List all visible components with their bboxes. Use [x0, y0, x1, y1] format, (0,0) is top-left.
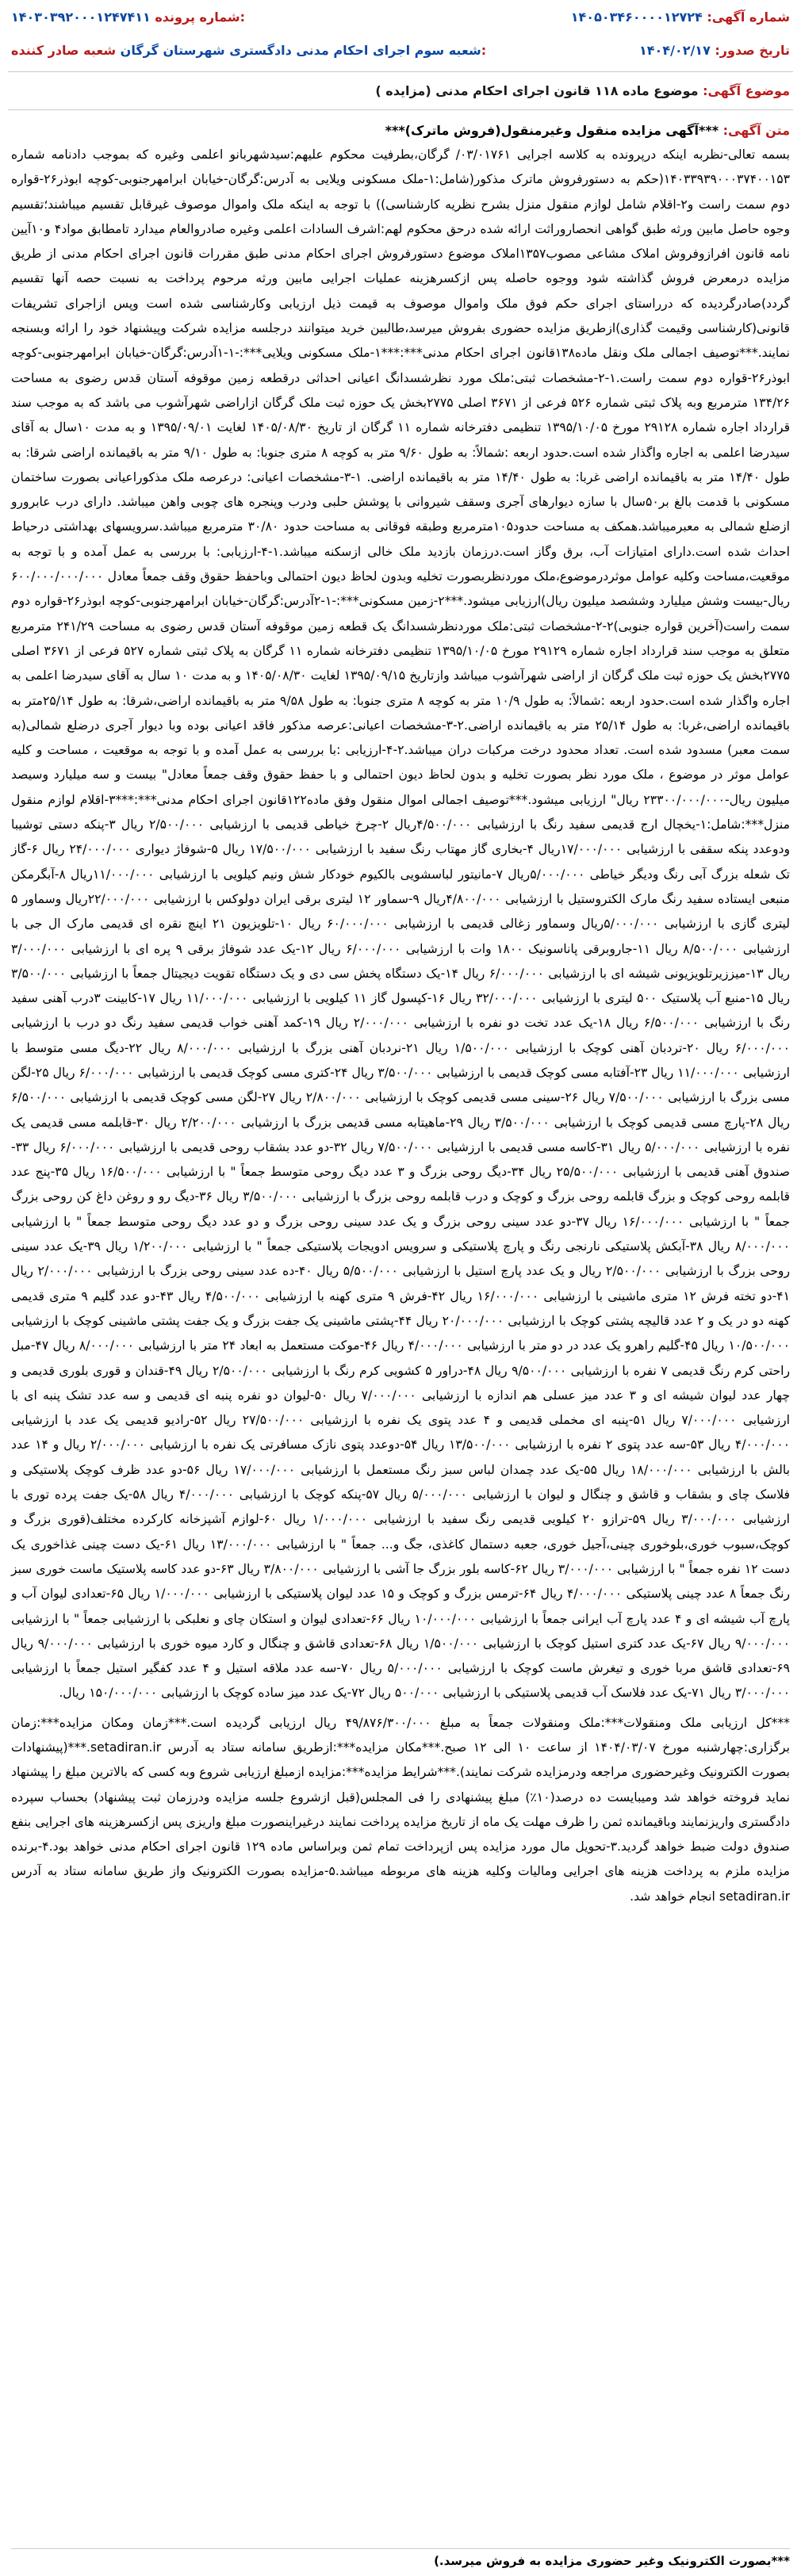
notice-body-heading [8, 115, 793, 143]
notice-subject [8, 77, 793, 105]
issue-date-value: ۱۴۰۴/۰۲/۱۷ [639, 42, 711, 58]
issuer-value: شعبه سوم اجرای احکام مدنی دادگستری شهرستان گرگان [120, 42, 481, 58]
notice-body [8, 143, 793, 1909]
divider [8, 71, 793, 72]
divider [8, 109, 793, 110]
body-paragraph-main: بسمه تعالی-نظربه اینکه درپرونده به کلاسه اجرایی ۰۳/۰۱۷۶۱/ گرگان،بطرفیت محکوم علیهم:سیدشهربانو اعلمی وغیره که بموجب دادنامه شماره ۱۴۰۳۳۹۳۹۰۰۰۳۷۴۰۰۱۵۳(حکم به دستورفروش ماترک مذکور(شامل:۱-ملک مسکونی ویلایی به آدرس:گرگان-خیابان ابرامهرجنوبی-کوچه ابوذر۲۶-قواره دوم سمت راست و۲-اقلام شامل لوازم منقول منزل بشرح نظریه کارشناسی)) با توجه به اینکه ملک واموال موصوف غیرقابل تقسیم میباشند؛تقسیم وجوه حاصل مابین ورثه طبق گواهی انحصاروراثت ارائه شده درحق محکوم لهم:اشرف السادات اعلمی وغیره صادروالعام میدارد تامطابق مواد۴ و۱۰آیین نامه قانون افرازوفروش املاک مشاعی مصوب۱۳۵۷املاک موضوع دستورفروش اجرای احکام مدنی طبق مقررات قانون اجرای احکام مدنی از طریق مزایده درمعرض فروش گذاشته شود ووجوه حاصله پس ازکسرهزینه عملیات اجرایی مابین ورثه مرحوم پرداخت به نسبت حصه آنها تقسیم گردد)صادرگردیده که درراستای اجرای حکم فوق ملک واموال موصوف به قیمت ذیل ارزیابی وکارشناسی شده است وپس ازاجرای تشریفات قانونی(کارشناسی وقیمت گذاری)ازطریق مزایده حضوری بفروش میرسد،طالبین خرید میتوانند درجلسه مزایده شرکت وپیشنهاد خود را ارائه وبسنجه نمایند.***توصیف اجمالی ملک ونقل ماده۱۳۸قانون اجرای احکام مدنی***:***۱-ملک مسکونی ویلایی***:-۱-۱آدرس:گرگان-خیابان ابرامهرجنوبی-کوچه ابوذر۲۶-قواره دوم سمت راست.۱-۲-مشخصات ثبتی:ملک مورد نظرشسدانگ اعیانی احداثی درقطعه زمین موقوفه آستان قدس رضوی به مساحت ۱۳۴/۲۶ مترمربع وبه پلاک ثبتی شماره ۵۲۶ فرعی از ۳۶۷۱ اصلی ۲۷۷۵بخش یک حوزه ثبت ملک گرگان ازاراضی شهرآشوب می باشد که به موجب سند قرارداد اجاره شماره ۲۹۱۲۸ مورخ ۱۳۹۵/۱۰/۰۵ تنظیمی دفترخانه شماره ۱۱ گرگان از تاریخ ۱۴۰۵/۰۸/۳۰ لغایت ۱۳۹۵/۰۹/۰۱ و به مدت ۱۰سال به آقای سیدرضا اعلمی به اجاره واگذار شده است.حدود اربعه :شمالاً: به طول ۹/۶۰ متر به کوچه ۸ متری جنوبا: به طول ۹/۱۰ متر به باقیمانده اراضی شرقا: به طول ۱۴/۴۰ متر به باقیمانده اراضی غربا: به طول ۱۴/۴۰ متر به باقیمانده اراضی. ۱-۳-مشخصات اعیانی: درعرصه ملک مذکوراعیانی بصورت ساختمان مسکونی با قدمت بالغ بر۵۰سال با سازه دیوارهای آجری وسقف شیروانی با پوشش حلبی ودرب وپنجره های چوبی واهن میباشد. دارای درب عابرورو ازضلع شمالی به معبرمیباشد.همکف به مساحت حدود۱۰۵مترمربع وطبقه فوقانی به مساحت حدود ۳۰/۸۰ مترمربع میباشد.سرویسهای بهداشتی درحیاط احداث شده است.دارای امتیازات آب، برق وگاز است.درزمان بازدید ملک خالی ازسکنه میباشد.۱-۴-ارزیابی: با بررسی به عمل آمده و با توجه به موقعیت،مساحت وکلیه عوامل موثردرموضوع،ملک موردنظربصورت تخلیه وبدون لحاظ دیون احتمالی وباحفظ حقوق وقف جمعاً معادل ۶۰۰/۰۰۰/۰۰۰/۰۰۰ ریال-بیست وشش میلیارد وششصد میلیون ریال)ارزیابی میشود.***۲-زمین مسکونی***:-۱-۲آدرس:گرگان-خیابان ابرامهرجنوبی-کوچه ابوذر۲۶-قواره دوم سمت راست(آخرین قواره جنوبی)۲-۲-مشخصات ثبتی:ملک موردنظرشسدانگ یک قطعه زمین موقوفه آستان قدس رضوی به مساحت ۲۴۱/۲۹ مترمربع متعلق به موجب سند قرارداد اجاره شماره ۲۹۱۲۹ مورخ ۱۳۹۵/۱۰/۰۵ تنظیمی دفترخانه شماره ۱۱ گرگان به پلاک ثبتی شماره ۵۲۷ فرعی از ۳۶۷۱ اصلی ۲۷۷۵بخش یک حوزه ثبت ملک گرگان از اراضی شهرآشوب میباشد وازتاریخ ۱۳۹۵/۰۹/۱۵ لغایت ۱۴۰۵/۰۸/۳۰ و به مدت ۱۰ سال به آقای سیدرضا اعلمی به اجاره واگذار شده است.حدود اربعه :شمالاً: به طول ۱۰/۹ متر به کوچه ۸ متری جنوبا: به طول ۹/۵۸ متر به باقیمانده اراضی،شرقا: به طول ۲۵/۱۴متر به باقیمانده اراضی،غربا: به طول ۲۵/۱۴ متر به باقیمانده اراضی.۲-۳-مشخصات اعیانی:عرصه مذکور فاقد اعیانی بوده وبا دیوار آجری درضلع شمالی(به سمت معبر) مسدود شده است. تعداد محدود درخت مرکبات دران میباشد.۲-۴-ارزیابی :با بررسی به عمل آمده و با توجه به موقعیت ، مساحت و کلیه عوامل موثر در موضوع ، ملک مورد نظر بصورت تخلیه و بدون لحاظ دیون احتمالی و با حفظ حقوق وقف جمعاً معادل" بیست و سه میلیارد وسیصد میلیون ریال-۲۳۳۰۰/۰۰۰/۰۰۰ ریال" ارزیابی میشود.***توصیف اجمالی اموال منقول وفق ماده۱۲۲قانون اجرای احکام مدنی***:***۳-اقلام لوازم منقول منزل***:شامل:۱-یخچال ارج قدیمی سفید رنگ با ارزشیابی ۴/۵۰۰/۰۰۰ریال ۲-چرخ خیاطی قدیمی با ارزشیابی ۲/۵۰۰/۰۰۰ ریال ۳-پنکه دستی توشیبا ودوعدد پنکه سقفی با ارزشیابی ۱۷/۰۰۰/۰۰۰ریال ۴-بخاری گاز مهتاب رنگ سفید با ارزشیابی ۱۷/۵۰۰/۰۰۰ ریال ۵-شوفاژ دیواری ۲۴/۰۰۰/۰۰۰ ریال ۶-گاز تک شعله بزرگ آبی رنگ ودیگر خیاطی ۵/۰۰۰/۰۰۰ریال ۷-مانیتور لباسشویی بالکیوم خودکار شش ونیم کیلویی با ارزشیابی ۱۱/۰۰۰/۰۰۰ریال ۸-آبگرمکن منبعی ایستاده سفید رنگ مارک الکتروستیل با ارزشیابی ۴/۸۰۰/۰۰۰ریال ۹-سماور ۱۲ لیتری برقی ایران دولوکس با ارزشیابی ۲۲/۰۰۰/۰۰۰ریال وسماور ۵ لیتری گازی با ارزشیابی ۵/۰۰۰/۰۰۰ریال وسماور زغالی قدیمی با ارزشیابی ۶۰/۰۰۰/۰۰۰ ریال ۱۰-تلویزیون ۲۱ اینچ نقره ای قدیمی مارک ال جی با ارزشیابی ۸/۵۰۰/۰۰۰ ریال ۱۱-جاروبرقی پاناسونیک ۱۸۰۰ وات با ارزشیابی ۶/۰۰۰/۰۰۰ ریال ۱۲-یک عدد شوفاژ برقی ۹ پره ای با ارزشیابی ۳/۰۰۰/۰۰۰ ریال ۱۳-میززیرتلویزیونی شیشه ای با ارزشیابی ۶/۰۰۰/۰۰۰ ریال ۱۴-یک دستگاه پخش سی دی و یک دستگاه تقویت دیجیتال جمعاً با ارزشیابی ۳/۵۰۰/۰۰۰ ریال ۱۵-منبع آب پلاستیک ۵۰۰ لیتری با ارزشیابی ۳۲/۰۰۰/۰۰۰ ریال ۱۶-کپسول گاز ۱۱ کیلویی با ارزشیابی ۱۱/۰۰۰/۰۰۰ ریال ۱۷-کابینت ۳درب آهنی سفید رنگ با ارزشیابی ۶/۵۰۰/۰۰۰ ریال ۱۸-یک عدد تخت دو نفره با ارزشیابی ۲/۰۰۰/۰۰۰ ریال ۱۹-کمد آهنی خواب قدیمی سفید رنگ دو درب با ارزشیابی ۶/۰۰۰/۰۰۰ ریال ۲۰-تردبان آهنی کوچک با ارزشیابی ۱/۵۰۰/۰۰۰ ریال ۲۱-نردبان آهنی بزرگ با ارزشیابی ۸/۰۰۰/۰۰۰ ریال ۲۲-دیگ مسی متوسط با ارزشیابی ۱۱/۰۰۰/۰۰۰ ریال ۲۳-آفتابه مسی کوچک قدیمی با ارزشیابی ۳/۵۰۰/۰۰۰ ریال ۲۴-کتری مسی کوچک قدیمی با ارزشیابی ۶/۰۰۰/۰۰۰ ریال ۲۵-لگن مسی بزرگ با ارزشیابی ۷/۵۰۰/۰۰۰ ریال ۲۶-سینی مسی قدیمی کوچک با ارزشیابی ۲/۸۰۰/۰۰۰ ریال ۲۷-لگن مسی کوچک قدیمی با ارزشیابی ۶/۵۰۰/۰۰۰ ریال ۲۸-پارچ مسی قدیمی کوچک با ارزشیابی ۳/۵۰۰/۰۰۰ ریال ۲۹-ماهیتابه مسی قدیمی بزرگ با ارزشیابی ۲/۲۰۰/۰۰۰ ریال ۳۰-قابلمه مسی قدیمی یک نفره با ارزشیابی ۵/۰۰۰/۰۰۰ ریال ۳۱-کاسه مسی قدیمی با ارزشیابی ۷/۵۰۰/۰۰۰ ریال ۳۲-دو عدد بشقاب روحی قدیمی با ارزشیابی ۶/۰۰۰/۰۰۰ ریال ۳۳-صندوق آهنی قدیمی با ارزشیابی ۲۵/۵۰۰/۰۰۰ ریال ۳۴-دیگ روحی بزرگ و ۳ عدد دیگ روحی متوسط جمعاً " با ارزشیابی ۱۶/۵۰۰/۰۰۰ ریال ۳۵-پنج عدد قابلمه روحی کوچک و بزرگ قابلمه روحی بزرگ و کوچک و درب قابلمه روحی بزرگ با ارزشیابی ۳/۵۰۰/۰۰۰ ریال ۳۶-دیگ رو و روغن داغ کن روحی بزرگ جمعاً " با ارزشیابی ۱۶/۰۰۰/۰۰۰ ریال ۳۷-دو عدد سینی روحی بزرگ و یک عدد سینی روحی بزرگ و دو عدد دیگ روحی متوسط جمعاً " با ارزشیابی ۸/۰۰۰/۰۰۰ ریال ۳۸-آبکش پلاستیکی نارنجی رنگ و پارچ پلاستیکی و سرویس ادویجات پلاستیکی جمعاً " با ارزشیابی ۱/۲۰۰/۰۰۰ ریال ۳۹-یک عدد سینی روحی بزرگ با ارزشیابی ۲/۵۰۰/۰۰۰ ریال و یک عدد پارچ استیل با ارزشیابی ۵/۵۰۰/۰۰۰ ریال ۴۰-ده عدد سینی روحی بزرگ با ارزشیابی ۲/۰۰۰/۰۰۰ ریال ۴۱-دو تخته فرش ۱۲ متری ماشینی با ارزشیابی ۱۶/۰۰۰/۰۰۰ ریال ۴۲-فرش ۹ متری کهنه با ارزشیابی ۴/۵۰۰/۰۰۰ ریال ۴۳-دو عدد گلیم ۹ متری قدیمی کهنه دو در یک و ۲ عدد قالیچه پشتی کوچک با ارزشیابی ۲۰/۰۰۰/۰۰۰ ریال ۴۴-پشتی ماشینی یک جفت بزرگ و یک جفت پشتی ماشینی کوچک با ارزشیابی ۱۰/۵۰۰/۰۰۰ ریال ۴۵-گلیم راهرو یک عدد در دو متر با ارزشیابی ۴/۰۰۰/۰۰۰ ریال ۴۶-موکت مستعمل به ابعاد ۲۴ متر با ارزشیابی ۸/۰۰۰/۰۰۰ ریال ۴۷-مبل راحتی کرم رنگ قدیمی ۷ نفره با ارزشیابی ۹/۵۰۰/۰۰۰ ریال ۴۸-دراور ۵ کشویی کرم رنگ با ارزشیابی ۲/۵۰۰/۰۰۰ ریال ۴۹-قندان و قوری بلوری قدیمی و چهار عدد لیوان شیشه ای و ۳ عدد میز عسلی هم اندازه با ارزشیابی ۷/۰۰۰/۰۰۰ ریال ۵۰-لیوان دو نفره پنبه ای قدیمی و سه عدد تشک پنبه ای با ارزشیابی ۷/۰۰۰/۰۰۰ ریال ۵۱-پنبه ای مخملی قدیمی و ۴ عدد پتوی یک نفره با ارزشیابی ۲۷/۵۰۰/۰۰۰ ریال ۵۲-رادیو قدیمی یک عدد با ارزشیابی ۴/۰۰۰/۰۰۰ ریال ۵۳-سه عدد پتوی ۲ نفره با ارزشیابی ۱۳/۵۰۰/۰۰۰ ریال ۵۴-دوعدد پتوی نازک مسافرتی یک نفره با ارزشیابی ۲/۰۰۰/۰۰۰ ریال و ۱۴ عدد بالش با ارزشیابی ۱۸/۰۰۰/۰۰۰ ریال ۵۵-یک عدد چمدان لباس سبز رنگ مستعمل با ارزشیابی ۱۷/۰۰۰/۰۰۰ ریال ۵۶-دو عدد ظرف کوچک پلاستیکی و فلاسک چای و بشقاب و قاشق و چنگال و لیوان با ارزشیابی ۵/۰۰۰/۰۰۰ ریال ۵۷-پنکه کوچک با ارزشیابی ۴/۰۰۰/۰۰۰ ریال ۵۸-یک جفت پرده توری با ارزشیابی ۳/۰۰۰/۰۰۰ ریال ۵۹-ترازو ۲۰ کیلویی قدیمی رنگ سفید با ارزشیابی ۱/۰۰۰/۰۰۰ ریال ۶۰-لوازم آشپزخانه کارکرده مختلف(قوری بزرگ و کوچک،سبوب خوری،بلوخوری چینی،آجیل خوری، جعبه دستمال کاغذی، جگ و... جمعاً " با ارزشیابی ۱۳/۰۰۰/۰۰۰ ریال ۶۱-یک دست چینی غذاخوری یک دست ۱۲ نفره جمعاً " با ارزشیابی ۳/۰۰۰/۰۰۰ ریال ۶۲-کاسه بلور بزرگ جا آشی با ارزشیابی ۳/۸۰۰/۰۰۰ ریال ۶۳-دو عدد کاسه پلاستیک ماست خوری سبز رنگ جمعاً ۸ عدد چینی پلاستیکی ۴/۰۰۰/۰۰۰ ریال ۶۴-ترمس بزرگ و کوچک و ۱۵ عدد لیوان پلاستیکی با ارزشیابی ۱/۰۰۰/۰۰۰ ریال ۶۵-تعدادی لیوان آب و پارچ آب شیشه ای و ۴ عدد پارچ آب ایرانی جمعاً با ارزشیابی ۱۰/۰۰۰/۰۰۰ ریال ۶۶-تعدادی لیوان و استکان چای و نعلبکی با ارزشیابی جمعاً " با ارزشیابی ۹/۰۰۰/۰۰۰ ریال ۶۷-یک عدد کتری استیل کوچک با ارزشیابی ۱/۵۰۰/۰۰۰ ریال ۶۸-تعدادی قاشق و چنگال و کارد میوه خوری با ارزشیابی ۹/۰۰۰/۰۰۰ ریال ۶۹-تعدادی قاشق مربا خوری و تیغرش ماست کوچک با ارزشیابی ۵/۰۰۰/۰۰۰ ریال ۷۰-سه عدد ملاقه استیل و ۴ عدد کفگیر استیل جمعاً با ارزشیابی ۳/۰۰۰/۰۰۰ ریال ۷۱-یک عدد فلاسک آب قدیمی پلاستیکی با ارزشیابی ۵۰۰/۰۰۰ ریال ۷۲-یک عدد میز ساده کوچک با ارزشیابی ۱۵۰/۰۰۰/۰۰۰ ریال. [11, 147, 791, 1701]
file-number-label: شماره پرونده: [155, 9, 246, 25]
ad-number-value: ۱۴۰۵۰۳۴۶۰۰۰۰۱۲۷۲۴ [570, 9, 703, 25]
issuer-label: شعبه صادر کننده: [11, 42, 487, 58]
body-paragraph-auction-terms: ***کل ارزیابی ملک ومنقولات***:ملک ومنقولات جمعاً به مبلغ ۴۹/۸۷۶/۳۰۰/۰۰۰ ریال ارزیابی گردیده است.***زمان ومکان مزایده***:زمان برگزاری:چهارشنبه مورخ ۱۴۰۴/۰۳/۰۷ از ساعت ۱۰ الی ۱۲ صبح.***مکان مزایده***:ازطریق سامانه ستاد به آدرس setadiran.ir.***(پیشنهادات بصورت الکترونیک وغیرحضوری مراجعه ودرمزایده شرکت نمایند).***شرایط مزایده***:مزایده ازمبلغ ارزیابی شروع وبه کسی که بالاترین مبلغ را پیشنهاد نماید فروخته خواهد شد ومیبایست ده درصد(۱۰٪) مبلغ پیشنهادی را فی المجلس(قبل ازشروع جلسه مزایده ودرزمان ثبت پیشنهاد) بحساب سپرده دادگستری واریزنمایند وباقیمانده ثمن را ظرف مهلت یک ماه از تاریخ مزایده پرداخت نمایند درغیراینصورت مبلغ واریزی پس ازکسرهزینه های اجرایی بنفع صندوق دولت ضبط خواهد گردید.۳-تحویل مال مورد مزایده پس ازپرداخت تمام ثمن وبراساس ماده ۱۲۹ قانون اجرای احکام مدنی خواهد بود.۴-برنده مزایده ملزم به پرداخت هزینه های اجرایی ومالیات وکلیه هزینه های مربوطه میباشد.۵-مزایده بصورت الکترونیک واز طریق سامانه ستاد به آدرس setadiran.ir انجام خواهد شد. [11, 1715, 790, 1904]
subject-value: موضوع ماده ۱۱۸ قانون اجرای احکام مدنی (مزایده ) [375, 83, 699, 98]
body-label: متن آگهی: [722, 123, 790, 138]
notice-header [8, 0, 793, 67]
issue-date-row [542, 33, 793, 67]
file-number-value: ۱۴۰۳۰۳۹۲۰۰۰۱۲۴۷۴۱۱ [11, 9, 151, 25]
issue-date-label: تاریخ صدور: [715, 42, 790, 58]
ad-number-label: شماره آگهی: [707, 9, 790, 25]
notice-footer: ***بصورت الکترونیک وغیر حضوری مزایده به فروش میرسد.) [11, 2548, 790, 2568]
ad-number-row [542, 0, 793, 33]
subject-label: موضوع آگهی: [703, 83, 790, 98]
file-number-row [8, 0, 542, 33]
issuer-row [8, 33, 542, 67]
body-title: ***آگهی مزایده منقول وغیرمنقول(فروش ماترک)*** [385, 123, 719, 138]
